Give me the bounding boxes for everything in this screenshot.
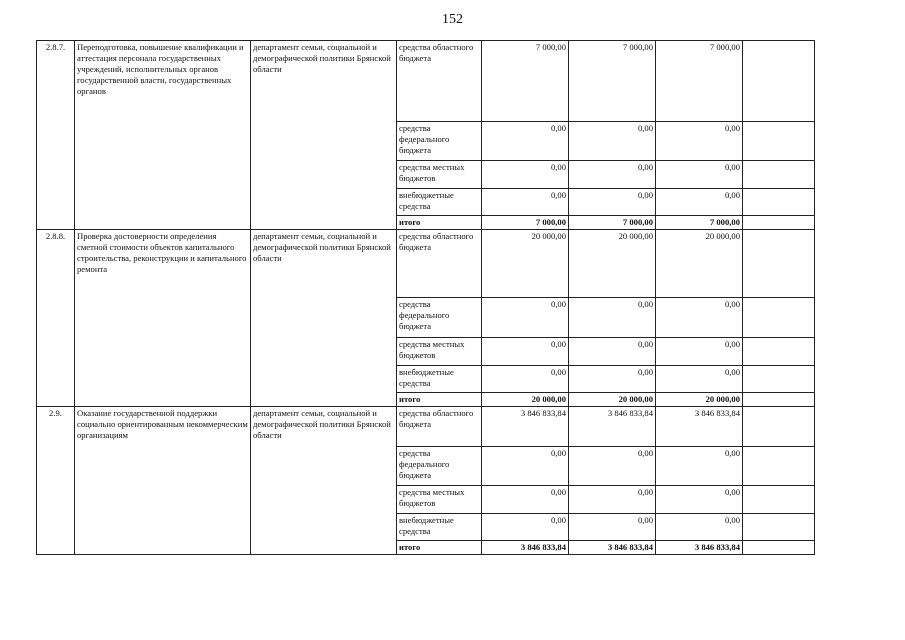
value-cell: 0,00 bbox=[656, 486, 743, 514]
value-cell: 0,00 bbox=[482, 338, 569, 366]
funding-source: средства местных бюджетов bbox=[397, 161, 482, 189]
value-cell: 0,00 bbox=[656, 338, 743, 366]
item-name: Переподготовка, повышение квалификации и аттестация персонала государственных учреждений, исполнительных органов государственной власти, государственных органов bbox=[75, 41, 251, 230]
empty-cell bbox=[743, 230, 815, 298]
item-executor: департамент семьи, социальной и демографической политики Брянской области bbox=[251, 407, 397, 555]
item-number: 2.8.8. bbox=[37, 230, 75, 407]
value-cell: 0,00 bbox=[569, 298, 656, 338]
value-cell: 0,00 bbox=[569, 122, 656, 161]
total-value: 20 000,00 bbox=[656, 393, 743, 407]
empty-cell bbox=[743, 122, 815, 161]
value-cell: 0,00 bbox=[569, 338, 656, 366]
value-cell: 0,00 bbox=[482, 447, 569, 486]
empty-cell bbox=[743, 486, 815, 514]
value-cell: 0,00 bbox=[569, 486, 656, 514]
value-cell: 0,00 bbox=[656, 514, 743, 541]
total-value: 3 846 833,84 bbox=[656, 541, 743, 555]
funding-source: средства федерального бюджета bbox=[397, 122, 482, 161]
value-cell: 0,00 bbox=[656, 161, 743, 189]
empty-cell bbox=[743, 541, 815, 555]
value-cell: 0,00 bbox=[482, 514, 569, 541]
funding-source: средства федерального бюджета bbox=[397, 447, 482, 486]
funding-source: внебюджетные средства bbox=[397, 514, 482, 541]
total-value: 7 000,00 bbox=[482, 216, 569, 230]
funding-source: средства областного бюджета bbox=[397, 41, 482, 122]
total-value: 20 000,00 bbox=[482, 393, 569, 407]
total-label: итого bbox=[397, 541, 482, 555]
value-cell: 0,00 bbox=[482, 122, 569, 161]
empty-cell bbox=[743, 298, 815, 338]
empty-cell bbox=[743, 407, 815, 447]
empty-cell bbox=[743, 338, 815, 366]
item-executor: департамент семьи, социальной и демографической политики Брянской области bbox=[251, 230, 397, 407]
total-value: 7 000,00 bbox=[569, 216, 656, 230]
empty-cell bbox=[743, 216, 815, 230]
empty-cell bbox=[743, 189, 815, 216]
funding-source: средства областного бюджета bbox=[397, 407, 482, 447]
total-label: итого bbox=[397, 216, 482, 230]
value-cell: 20 000,00 bbox=[482, 230, 569, 298]
value-cell: 0,00 bbox=[569, 189, 656, 216]
value-cell: 0,00 bbox=[569, 447, 656, 486]
value-cell: 3 846 833,84 bbox=[656, 407, 743, 447]
value-cell: 0,00 bbox=[656, 447, 743, 486]
value-cell: 0,00 bbox=[569, 366, 656, 393]
funding-source: внебюджетные средства bbox=[397, 366, 482, 393]
value-cell: 3 846 833,84 bbox=[569, 407, 656, 447]
total-value: 3 846 833,84 bbox=[482, 541, 569, 555]
value-cell: 20 000,00 bbox=[569, 230, 656, 298]
page-number: 152 bbox=[442, 12, 463, 27]
item-name: Проверка достоверности определения сметной стоимости объектов капитального строительства, реконструкции и капитального ремонта bbox=[75, 230, 251, 407]
total-value: 7 000,00 bbox=[656, 216, 743, 230]
total-value: 3 846 833,84 bbox=[569, 541, 656, 555]
value-cell: 0,00 bbox=[569, 514, 656, 541]
value-cell: 0,00 bbox=[482, 189, 569, 216]
value-cell: 3 846 833,84 bbox=[482, 407, 569, 447]
empty-cell bbox=[743, 161, 815, 189]
value-cell: 0,00 bbox=[656, 366, 743, 393]
value-cell: 0,00 bbox=[656, 122, 743, 161]
value-cell: 0,00 bbox=[482, 366, 569, 393]
empty-cell bbox=[743, 366, 815, 393]
empty-cell bbox=[743, 447, 815, 486]
value-cell: 7 000,00 bbox=[656, 41, 743, 122]
value-cell: 0,00 bbox=[656, 189, 743, 216]
item-number: 2.8.7. bbox=[37, 41, 75, 230]
value-cell: 0,00 bbox=[482, 486, 569, 514]
funding-source: средства федерального бюджета bbox=[397, 298, 482, 338]
funding-source: средства местных бюджетов bbox=[397, 338, 482, 366]
item-executor: департамент семьи, социальной и демографической политики Брянской области bbox=[251, 41, 397, 230]
funding-source: средства областного бюджета bbox=[397, 230, 482, 298]
empty-cell bbox=[743, 41, 815, 122]
table-row bbox=[37, 230, 815, 298]
funding-source: внебюджетные средства bbox=[397, 189, 482, 216]
item-name: Оказание государственной поддержки социально ориентированным некоммерческим организациям bbox=[75, 407, 251, 555]
value-cell: 0,00 bbox=[569, 161, 656, 189]
total-label: итого bbox=[397, 393, 482, 407]
value-cell: 0,00 bbox=[656, 298, 743, 338]
empty-cell bbox=[743, 514, 815, 541]
table-row bbox=[37, 407, 815, 447]
value-cell: 7 000,00 bbox=[569, 41, 656, 122]
value-cell: 0,00 bbox=[482, 161, 569, 189]
value-cell: 7 000,00 bbox=[482, 41, 569, 122]
total-value: 20 000,00 bbox=[569, 393, 656, 407]
empty-cell bbox=[743, 393, 815, 407]
funding-source: средства местных бюджетов bbox=[397, 486, 482, 514]
item-number: 2.9. bbox=[37, 407, 75, 555]
table-row bbox=[37, 41, 815, 122]
budget-table bbox=[36, 40, 815, 555]
value-cell: 20 000,00 bbox=[656, 230, 743, 298]
value-cell: 0,00 bbox=[482, 298, 569, 338]
